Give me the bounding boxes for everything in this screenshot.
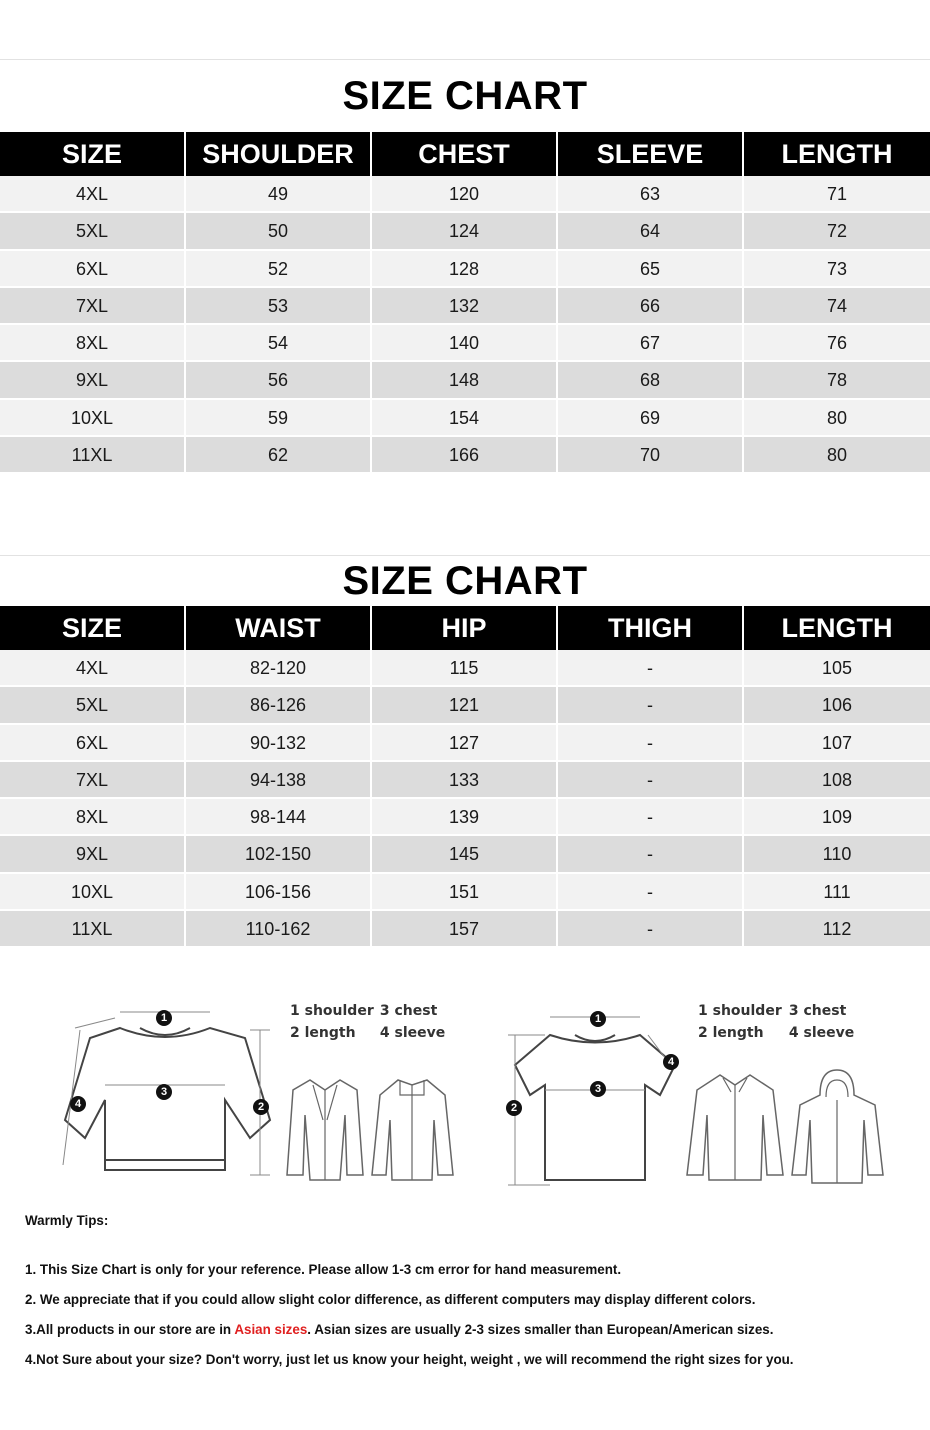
table-cell: 49 (186, 176, 372, 213)
hoodie-icon (790, 1065, 885, 1185)
table-cell: - (558, 650, 744, 687)
tip-2: 2. We appreciate that if you could allow slight color difference, as different computers may display different colors. (25, 1292, 756, 1307)
legend-length: 2 length (698, 1025, 764, 1041)
table-cell: 102-150 (186, 836, 372, 873)
tip-3-text: 3.All products in our store are in (25, 1322, 235, 1337)
size-cell: 6XL (0, 251, 186, 288)
table-cell: 94-138 (186, 762, 372, 799)
table-cell: 120 (372, 176, 558, 213)
table-cell: 111 (744, 874, 930, 911)
tip-4: 4.Not Sure about your size? Don't worry, just let us know your height, weight , we will recommend the right sizes for you. (25, 1352, 794, 1367)
legend-length: 2 length (290, 1025, 356, 1041)
marker-1: 1 (590, 1011, 606, 1027)
size-cell: 10XL (0, 874, 186, 911)
size-table-body (0, 176, 930, 474)
table-cell: 132 (372, 288, 558, 325)
legend-shoulder: 1 shoulder (290, 1003, 374, 1019)
chart-title: SIZE CHART (342, 74, 588, 118)
table-cell: 110-162 (186, 911, 372, 948)
tip-1: 1. This Size Chart is only for your reference. Please allow 1-3 cm error for hand measurement. (25, 1262, 622, 1277)
size-cell: 5XL (0, 687, 186, 724)
size-cell: 10XL (0, 400, 186, 437)
size-cell: 8XL (0, 799, 186, 836)
jacket-icon (370, 1075, 455, 1185)
table-cell: 76 (744, 325, 930, 362)
table-cell: 124 (372, 213, 558, 250)
marker-1: 1 (156, 1010, 172, 1026)
header-chest: CHEST (372, 132, 558, 176)
table-cell: 139 (372, 799, 558, 836)
table-cell: 82-120 (186, 650, 372, 687)
table-cell: 52 (186, 251, 372, 288)
table-cell: 154 (372, 400, 558, 437)
table-cell: 54 (186, 325, 372, 362)
table-cell: 112 (744, 911, 930, 948)
size-cell: 11XL (0, 437, 186, 474)
table-cell: 78 (744, 362, 930, 399)
header-thigh: THIGH (558, 606, 744, 650)
table-cell: 106 (744, 687, 930, 724)
shirt-icon (685, 1070, 785, 1185)
header-size: SIZE (0, 132, 186, 176)
asian-sizes-highlight: Asian sizes (234, 1322, 308, 1337)
table-cell: 106-156 (186, 874, 372, 911)
table-cell: 128 (372, 251, 558, 288)
table-cell: 70 (558, 437, 744, 474)
table-cell: - (558, 762, 744, 799)
size-table-body (0, 650, 930, 948)
table-cell: 66 (558, 288, 744, 325)
table-cell: 53 (186, 288, 372, 325)
legend-shoulder: 1 shoulder (698, 1003, 782, 1019)
tip-3-text-end: . Asian sizes are usually 2-3 sizes smaller than European/American sizes. (307, 1322, 774, 1337)
table-cell: - (558, 725, 744, 762)
table-cell: 80 (744, 437, 930, 474)
legend-chest: 3 chest (788, 1003, 847, 1019)
table-cell: - (558, 687, 744, 724)
table-cell: 115 (372, 650, 558, 687)
table-cell: 62 (186, 437, 372, 474)
size-chart-top (0, 59, 930, 474)
header-waist: WAIST (186, 606, 372, 650)
marker-2: 2 (506, 1100, 522, 1116)
legend-chest: 3 chest (379, 1003, 438, 1019)
legend-right (698, 1000, 854, 1044)
table-cell: 105 (744, 650, 930, 687)
legend-sleeve: 4 sleeve (788, 1025, 855, 1041)
table-cell: 148 (372, 362, 558, 399)
table-cell: 59 (186, 400, 372, 437)
table-cell: 127 (372, 725, 558, 762)
table-cell: 68 (558, 362, 744, 399)
size-cell: 8XL (0, 325, 186, 362)
size-table (0, 606, 930, 650)
header-length: LENGTH (744, 606, 930, 650)
table-cell: 72 (744, 213, 930, 250)
legend-sleeve: 4 sleeve (379, 1025, 446, 1041)
header-size: SIZE (0, 606, 186, 650)
table-cell: 64 (558, 213, 744, 250)
table-cell: 56 (186, 362, 372, 399)
table-cell: 98-144 (186, 799, 372, 836)
size-cell: 9XL (0, 836, 186, 873)
size-cell: 11XL (0, 911, 186, 948)
marker-4: 4 (663, 1054, 679, 1070)
blazer-icon (285, 1075, 365, 1185)
size-cell: 7XL (0, 288, 186, 325)
legend-left (290, 1000, 445, 1044)
table-cell: 69 (558, 400, 744, 437)
table-cell: 108 (744, 762, 930, 799)
table-cell: - (558, 911, 744, 948)
table-cell: 166 (372, 437, 558, 474)
table-cell: 90-132 (186, 725, 372, 762)
table-cell: 133 (372, 762, 558, 799)
table-cell: 73 (744, 251, 930, 288)
chart-title: SIZE CHART (342, 559, 588, 603)
header-hip: HIP (372, 606, 558, 650)
table-cell: 80 (744, 400, 930, 437)
table-cell: 65 (558, 251, 744, 288)
table-cell: 109 (744, 799, 930, 836)
table-cell: - (558, 836, 744, 873)
size-cell: 7XL (0, 762, 186, 799)
tips-heading: Warmly Tips: (25, 1213, 109, 1228)
marker-2: 2 (253, 1099, 269, 1115)
table-cell: 157 (372, 911, 558, 948)
size-cell: 4XL (0, 650, 186, 687)
table-cell: 63 (558, 176, 744, 213)
size-cell: 9XL (0, 362, 186, 399)
header-sleeve: SLEEVE (558, 132, 744, 176)
table-cell: 50 (186, 213, 372, 250)
size-cell: 5XL (0, 213, 186, 250)
table-cell: 86-126 (186, 687, 372, 724)
table-cell: 145 (372, 836, 558, 873)
marker-3: 3 (590, 1081, 606, 1097)
size-cell: 6XL (0, 725, 186, 762)
table-cell: 71 (744, 176, 930, 213)
table-cell: - (558, 874, 744, 911)
measurement-figures (0, 990, 930, 1200)
table-cell: 121 (372, 687, 558, 724)
header-length: LENGTH (744, 132, 930, 176)
table-cell: 110 (744, 836, 930, 873)
header-shoulder: SHOULDER (186, 132, 372, 176)
marker-4: 4 (70, 1096, 86, 1112)
size-table (0, 132, 930, 176)
table-cell: 140 (372, 325, 558, 362)
table-cell: 74 (744, 288, 930, 325)
table-cell: 107 (744, 725, 930, 762)
size-chart-bottom (0, 555, 930, 948)
size-cell: 4XL (0, 176, 186, 213)
table-cell: 67 (558, 325, 744, 362)
table-cell: 151 (372, 874, 558, 911)
table-cell: - (558, 799, 744, 836)
marker-3: 3 (156, 1084, 172, 1100)
tip-3 (25, 1322, 773, 1337)
